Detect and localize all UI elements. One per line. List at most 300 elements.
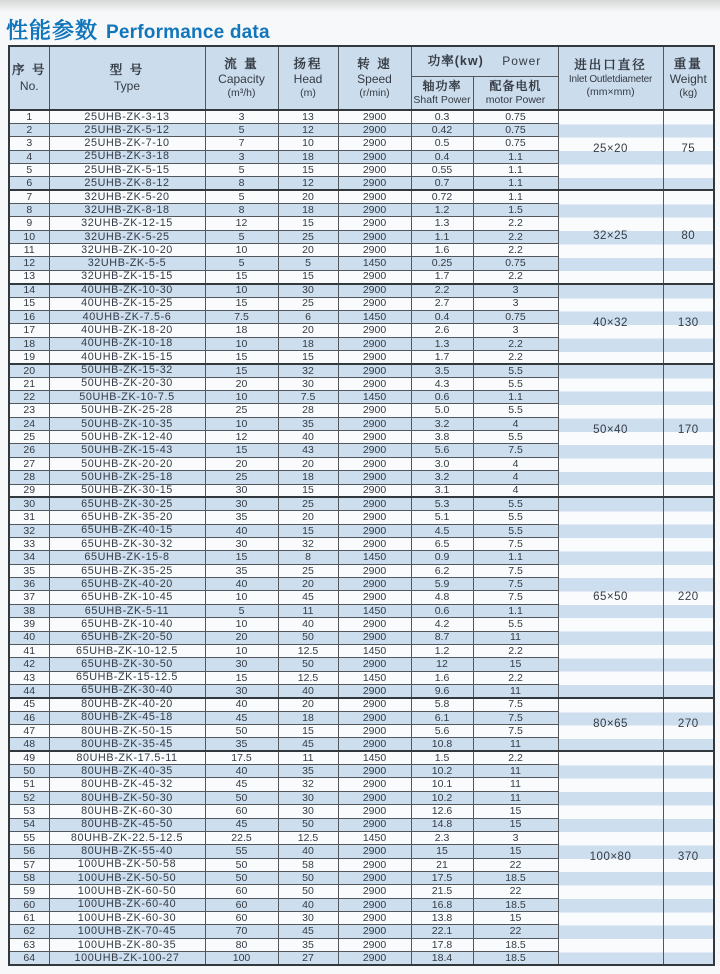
capacity-value: 50 <box>205 725 278 738</box>
col-header-diameter-zh: 进出口直径 <box>574 57 647 72</box>
row-no: 22 <box>9 391 49 404</box>
motor-power-value: 2.2 <box>473 270 558 283</box>
shaft-power-value: 0.5 <box>411 137 473 150</box>
speed-value: 2900 <box>338 163 411 176</box>
row-no: 21 <box>9 377 49 390</box>
motor-power-value: 7.5 <box>473 538 558 551</box>
col-header-capacity-en: Capacity <box>218 72 265 87</box>
table-row <box>9 751 714 764</box>
performance-data-table <box>8 45 715 966</box>
capacity-value: 45 <box>205 818 278 831</box>
shaft-power-value: 5.6 <box>411 725 473 738</box>
speed-value: 1450 <box>338 644 411 657</box>
motor-power-value: 2.2 <box>473 230 558 243</box>
shaft-power-value: 21.5 <box>411 885 473 898</box>
row-no: 52 <box>9 791 49 804</box>
speed-value: 2900 <box>338 684 411 697</box>
shaft-power-value: 3.0 <box>411 457 473 470</box>
shaft-power-value: 1.2 <box>411 644 473 657</box>
col-header-shaft-power <box>411 76 473 110</box>
col-header-diameter-unit: (mm×mm) <box>586 85 635 98</box>
pump-type: 65UHB-ZK-5-11 <box>49 604 205 617</box>
speed-value: 1450 <box>338 671 411 684</box>
row-no: 33 <box>9 538 49 551</box>
motor-power-value: 2.2 <box>473 751 558 764</box>
pump-type: 65UHB-ZK-15-8 <box>49 551 205 564</box>
capacity-value: 30 <box>205 684 278 697</box>
pump-type: 80UHB-ZK-17.5-11 <box>49 751 205 764</box>
motor-power-value: 7.5 <box>473 444 558 457</box>
motor-power-value: 2.2 <box>473 244 558 257</box>
col-header-motor-power <box>473 76 558 110</box>
capacity-value: 5 <box>205 123 278 136</box>
motor-power-value: 0.75 <box>473 257 558 270</box>
pump-type: 50UHB-ZK-10-7.5 <box>49 391 205 404</box>
speed-value: 2900 <box>338 698 411 711</box>
speed-value: 2900 <box>338 137 411 150</box>
row-no: 48 <box>9 738 49 751</box>
row-no: 44 <box>9 684 49 697</box>
col-header-head-en: Head <box>293 72 323 87</box>
pump-type: 65UHB-ZK-40-15 <box>49 524 205 537</box>
pump-type: 50UHB-ZK-10-35 <box>49 417 205 430</box>
head-value: 18 <box>278 471 338 484</box>
col-header-weight <box>663 46 714 110</box>
shaft-power-value: 1.2 <box>411 204 473 217</box>
motor-power-value: 11 <box>473 738 558 751</box>
row-no: 26 <box>9 444 49 457</box>
motor-power-value: 22 <box>473 925 558 938</box>
speed-value: 2900 <box>338 444 411 457</box>
head-value: 12.5 <box>278 671 338 684</box>
shaft-power-value: 3.8 <box>411 431 473 444</box>
speed-value: 2900 <box>338 765 411 778</box>
head-value: 50 <box>278 885 338 898</box>
pump-type: 50UHB-ZK-15-32 <box>49 364 205 377</box>
capacity-value: 15 <box>205 364 278 377</box>
pump-type: 25UHB-ZK-8-12 <box>49 177 205 190</box>
motor-power-value: 18.5 <box>473 952 558 965</box>
head-value: 30 <box>278 377 338 390</box>
motor-power-value: 0.75 <box>473 310 558 323</box>
motor-power-value: 4 <box>473 471 558 484</box>
row-no: 38 <box>9 604 49 617</box>
shaft-power-value: 1.1 <box>411 230 473 243</box>
row-no: 58 <box>9 871 49 884</box>
speed-value: 2900 <box>338 497 411 510</box>
capacity-value: 10 <box>205 644 278 657</box>
pump-type: 80UHB-ZK-35-45 <box>49 738 205 751</box>
row-no: 24 <box>9 417 49 430</box>
head-value: 40 <box>278 618 338 631</box>
pump-type: 50UHB-ZK-12-40 <box>49 431 205 444</box>
weight-value: 370 <box>663 751 714 965</box>
capacity-value: 55 <box>205 845 278 858</box>
speed-value: 2900 <box>338 364 411 377</box>
row-no: 46 <box>9 711 49 724</box>
shaft-power-value: 1.6 <box>411 244 473 257</box>
col-header-diameter-en: Inlet Outletdiameter <box>568 73 653 85</box>
col-header-weight-unit: (kg) <box>679 86 698 99</box>
head-value: 20 <box>278 457 338 470</box>
pump-type: 80UHB-ZK-22.5-12.5 <box>49 831 205 844</box>
speed-value: 2900 <box>338 938 411 951</box>
pump-type: 32UHB-ZK-12-15 <box>49 217 205 230</box>
row-no: 62 <box>9 925 49 938</box>
head-value: 20 <box>278 244 338 257</box>
speed-value: 2900 <box>338 711 411 724</box>
speed-value: 2900 <box>338 110 411 123</box>
col-header-power-zh: 功率(kw) <box>427 54 484 69</box>
motor-power-value: 22 <box>473 858 558 871</box>
row-no: 23 <box>9 404 49 417</box>
motor-power-value: 5.5 <box>473 497 558 510</box>
col-header-diameter <box>558 46 663 110</box>
pump-type: 50UHB-ZK-20-20 <box>49 457 205 470</box>
row-no: 5 <box>9 163 49 176</box>
shaft-power-value: 10.2 <box>411 765 473 778</box>
pump-type: 65UHB-ZK-20-50 <box>49 631 205 644</box>
row-no: 10 <box>9 230 49 243</box>
pump-type: 32UHB-ZK-10-20 <box>49 244 205 257</box>
col-header-no <box>9 46 49 110</box>
speed-value: 2900 <box>338 350 411 363</box>
shaft-power-value: 12 <box>411 658 473 671</box>
motor-power-value: 11 <box>473 631 558 644</box>
speed-value: 2900 <box>338 324 411 337</box>
shaft-power-value: 0.3 <box>411 110 473 123</box>
capacity-value: 12 <box>205 431 278 444</box>
speed-value: 2900 <box>338 631 411 644</box>
shaft-power-value: 5.0 <box>411 404 473 417</box>
motor-power-value: 2.2 <box>473 644 558 657</box>
shaft-power-value: 1.7 <box>411 270 473 283</box>
inlet-outlet-diameter: 25×20 <box>558 110 663 190</box>
shaft-power-value: 8.7 <box>411 631 473 644</box>
shaft-power-value: 5.9 <box>411 578 473 591</box>
capacity-value: 25 <box>205 404 278 417</box>
motor-power-value: 0.75 <box>473 123 558 136</box>
pump-type: 80UHB-ZK-45-32 <box>49 778 205 791</box>
table-header <box>9 46 714 110</box>
row-no: 36 <box>9 578 49 591</box>
capacity-value: 15 <box>205 297 278 310</box>
speed-value: 2900 <box>338 297 411 310</box>
shaft-power-value: 10.8 <box>411 738 473 751</box>
motor-power-value: 11 <box>473 791 558 804</box>
pump-type: 40UHB-ZK-10-30 <box>49 284 205 297</box>
capacity-value: 50 <box>205 791 278 804</box>
pump-type: 32UHB-ZK-5-25 <box>49 230 205 243</box>
motor-power-value: 7.5 <box>473 578 558 591</box>
speed-value: 2900 <box>338 457 411 470</box>
capacity-value: 20 <box>205 631 278 644</box>
pump-type: 25UHB-ZK-5-12 <box>49 123 205 136</box>
capacity-value: 7 <box>205 137 278 150</box>
motor-power-value: 4 <box>473 417 558 430</box>
row-no: 14 <box>9 284 49 297</box>
table-row <box>9 364 714 377</box>
speed-value: 2900 <box>338 738 411 751</box>
head-value: 18 <box>278 337 338 350</box>
head-value: 5 <box>278 257 338 270</box>
capacity-value: 5 <box>205 604 278 617</box>
head-value: 30 <box>278 284 338 297</box>
head-value: 15 <box>278 484 338 497</box>
pump-type: 100UHB-ZK-80-35 <box>49 938 205 951</box>
motor-power-value: 7.5 <box>473 564 558 577</box>
shaft-power-value: 9.6 <box>411 684 473 697</box>
pump-type: 65UHB-ZK-40-20 <box>49 578 205 591</box>
shaft-power-value: 0.25 <box>411 257 473 270</box>
motor-power-value: 11 <box>473 684 558 697</box>
row-no: 3 <box>9 137 49 150</box>
head-value: 18 <box>278 711 338 724</box>
capacity-value: 30 <box>205 497 278 510</box>
row-no: 54 <box>9 818 49 831</box>
head-value: 50 <box>278 818 338 831</box>
speed-value: 2900 <box>338 912 411 925</box>
motor-power-value: 7.5 <box>473 591 558 604</box>
head-value: 50 <box>278 658 338 671</box>
row-no: 16 <box>9 310 49 323</box>
speed-value: 2900 <box>338 564 411 577</box>
shaft-power-value: 14.8 <box>411 818 473 831</box>
shaft-power-value: 4.2 <box>411 618 473 631</box>
head-value: 30 <box>278 912 338 925</box>
speed-value: 2900 <box>338 885 411 898</box>
head-value: 40 <box>278 845 338 858</box>
shaft-power-value: 6.5 <box>411 538 473 551</box>
motor-power-value: 3 <box>473 297 558 310</box>
col-header-type-en: Type <box>113 78 140 93</box>
capacity-value: 10 <box>205 284 278 297</box>
speed-value: 2900 <box>338 150 411 163</box>
row-no: 15 <box>9 297 49 310</box>
shaft-power-value: 0.6 <box>411 604 473 617</box>
capacity-value: 5 <box>205 257 278 270</box>
motor-power-value: 5.5 <box>473 377 558 390</box>
head-value: 50 <box>278 871 338 884</box>
col-header-weight-en: Weight <box>669 72 707 87</box>
pump-type: 65UHB-ZK-30-40 <box>49 684 205 697</box>
pump-type: 32UHB-ZK-8-18 <box>49 204 205 217</box>
capacity-value: 45 <box>205 778 278 791</box>
head-value: 12 <box>278 123 338 136</box>
capacity-value: 12 <box>205 217 278 230</box>
head-value: 15 <box>278 524 338 537</box>
shaft-power-value: 4.5 <box>411 524 473 537</box>
motor-power-value: 15 <box>473 845 558 858</box>
capacity-value: 60 <box>205 898 278 911</box>
head-value: 25 <box>278 497 338 510</box>
capacity-value: 15 <box>205 270 278 283</box>
head-value: 20 <box>278 324 338 337</box>
motor-power-value: 5.5 <box>473 431 558 444</box>
speed-value: 2900 <box>338 217 411 230</box>
head-value: 20 <box>278 511 338 524</box>
speed-value: 2900 <box>338 791 411 804</box>
motor-power-value: 3 <box>473 831 558 844</box>
head-value: 30 <box>278 791 338 804</box>
row-no: 8 <box>9 204 49 217</box>
capacity-value: 10 <box>205 417 278 430</box>
speed-value: 2900 <box>338 511 411 524</box>
head-value: 8 <box>278 551 338 564</box>
inlet-outlet-diameter: 50×40 <box>558 364 663 498</box>
col-header-speed-unit: (r/min) <box>359 86 390 99</box>
col-header-head <box>278 46 338 110</box>
head-value: 35 <box>278 417 338 430</box>
motor-power-value: 1.1 <box>473 163 558 176</box>
row-no: 60 <box>9 898 49 911</box>
capacity-value: 20 <box>205 377 278 390</box>
head-value: 32 <box>278 538 338 551</box>
capacity-value: 40 <box>205 698 278 711</box>
col-header-no-zh: 序 号 <box>12 62 47 77</box>
motor-power-value: 5.5 <box>473 524 558 537</box>
head-value: 45 <box>278 738 338 751</box>
shaft-power-value: 1.3 <box>411 337 473 350</box>
shaft-power-value: 5.6 <box>411 444 473 457</box>
shaft-power-value: 0.55 <box>411 163 473 176</box>
row-no: 7 <box>9 190 49 203</box>
speed-value: 2900 <box>338 618 411 631</box>
row-no: 12 <box>9 257 49 270</box>
head-value: 58 <box>278 858 338 871</box>
capacity-value: 5 <box>205 230 278 243</box>
col-header-motor-power-en: motor Power <box>485 93 546 106</box>
speed-value: 2900 <box>338 524 411 537</box>
pump-type: 25UHB-ZK-7-10 <box>49 137 205 150</box>
speed-value: 2900 <box>338 658 411 671</box>
pump-type: 65UHB-ZK-30-50 <box>49 658 205 671</box>
speed-value: 2900 <box>338 177 411 190</box>
capacity-value: 8 <box>205 177 278 190</box>
head-value: 13 <box>278 110 338 123</box>
shaft-power-value: 10.2 <box>411 791 473 804</box>
head-value: 10 <box>278 137 338 150</box>
row-no: 4 <box>9 150 49 163</box>
motor-power-value: 18.5 <box>473 938 558 951</box>
head-value: 45 <box>278 591 338 604</box>
speed-value: 2900 <box>338 578 411 591</box>
speed-value: 2900 <box>338 270 411 283</box>
speed-value: 2900 <box>338 871 411 884</box>
capacity-value: 100 <box>205 952 278 965</box>
shaft-power-value: 4.3 <box>411 377 473 390</box>
capacity-value: 15 <box>205 671 278 684</box>
shaft-power-value: 0.4 <box>411 310 473 323</box>
table-row <box>9 190 714 203</box>
pump-type: 80UHB-ZK-40-20 <box>49 698 205 711</box>
shaft-power-value: 0.4 <box>411 150 473 163</box>
col-header-power-group <box>411 46 558 76</box>
motor-power-value: 15 <box>473 818 558 831</box>
row-no: 27 <box>9 457 49 470</box>
head-value: 27 <box>278 952 338 965</box>
row-no: 59 <box>9 885 49 898</box>
speed-value: 2900 <box>338 204 411 217</box>
capacity-value: 25 <box>205 471 278 484</box>
shaft-power-value: 17.5 <box>411 871 473 884</box>
pump-type: 50UHB-ZK-30-15 <box>49 484 205 497</box>
motor-power-value: 22 <box>473 885 558 898</box>
col-header-speed-en: Speed <box>357 72 392 87</box>
head-value: 25 <box>278 230 338 243</box>
row-no: 29 <box>9 484 49 497</box>
head-value: 7.5 <box>278 391 338 404</box>
speed-value: 2900 <box>338 337 411 350</box>
head-value: 15 <box>278 163 338 176</box>
shaft-power-value: 21 <box>411 858 473 871</box>
capacity-value: 10 <box>205 591 278 604</box>
motor-power-value: 18.5 <box>473 898 558 911</box>
speed-value: 2900 <box>338 952 411 965</box>
motor-power-value: 18.5 <box>473 871 558 884</box>
row-no: 64 <box>9 952 49 965</box>
capacity-value: 5 <box>205 190 278 203</box>
motor-power-value: 15 <box>473 805 558 818</box>
shaft-power-value: 0.42 <box>411 123 473 136</box>
col-header-type-zh: 型 号 <box>109 62 145 77</box>
head-value: 15 <box>278 217 338 230</box>
shaft-power-value: 5.8 <box>411 698 473 711</box>
motor-power-value: 0.75 <box>473 137 558 150</box>
capacity-value: 40 <box>205 524 278 537</box>
pump-type: 40UHB-ZK-7.5-6 <box>49 310 205 323</box>
head-value: 18 <box>278 204 338 217</box>
shaft-power-value: 17.8 <box>411 938 473 951</box>
speed-value: 1450 <box>338 391 411 404</box>
row-no: 19 <box>9 350 49 363</box>
shaft-power-value: 5.3 <box>411 497 473 510</box>
shaft-power-value: 1.5 <box>411 751 473 764</box>
inlet-outlet-diameter: 65×50 <box>558 497 663 697</box>
speed-value: 1450 <box>338 604 411 617</box>
head-value: 15 <box>278 725 338 738</box>
speed-value: 2900 <box>338 404 411 417</box>
motor-power-value: 3 <box>473 324 558 337</box>
col-header-shaft-power-en: Shaft Power <box>413 93 471 106</box>
speed-value: 2900 <box>338 484 411 497</box>
speed-value: 1450 <box>338 310 411 323</box>
speed-value: 1450 <box>338 551 411 564</box>
table-row <box>9 284 714 297</box>
shaft-power-value: 10.1 <box>411 778 473 791</box>
row-no: 2 <box>9 123 49 136</box>
row-no: 63 <box>9 938 49 951</box>
head-value: 43 <box>278 444 338 457</box>
motor-power-value: 2.2 <box>473 350 558 363</box>
weight-value: 80 <box>663 190 714 284</box>
inlet-outlet-diameter: 80×65 <box>558 698 663 751</box>
pump-type: 40UHB-ZK-18-20 <box>49 324 205 337</box>
speed-value: 1450 <box>338 831 411 844</box>
page-title-zh: 性能参数 <box>6 18 99 43</box>
motor-power-value: 1.5 <box>473 204 558 217</box>
speed-value: 2900 <box>338 123 411 136</box>
motor-power-value: 5.5 <box>473 511 558 524</box>
row-no: 18 <box>9 337 49 350</box>
row-no: 43 <box>9 671 49 684</box>
capacity-value: 35 <box>205 738 278 751</box>
shaft-power-value: 3.2 <box>411 471 473 484</box>
shaft-power-value: 2.2 <box>411 284 473 297</box>
capacity-value: 80 <box>205 938 278 951</box>
pump-type: 80UHB-ZK-40-35 <box>49 765 205 778</box>
row-no: 41 <box>9 644 49 657</box>
